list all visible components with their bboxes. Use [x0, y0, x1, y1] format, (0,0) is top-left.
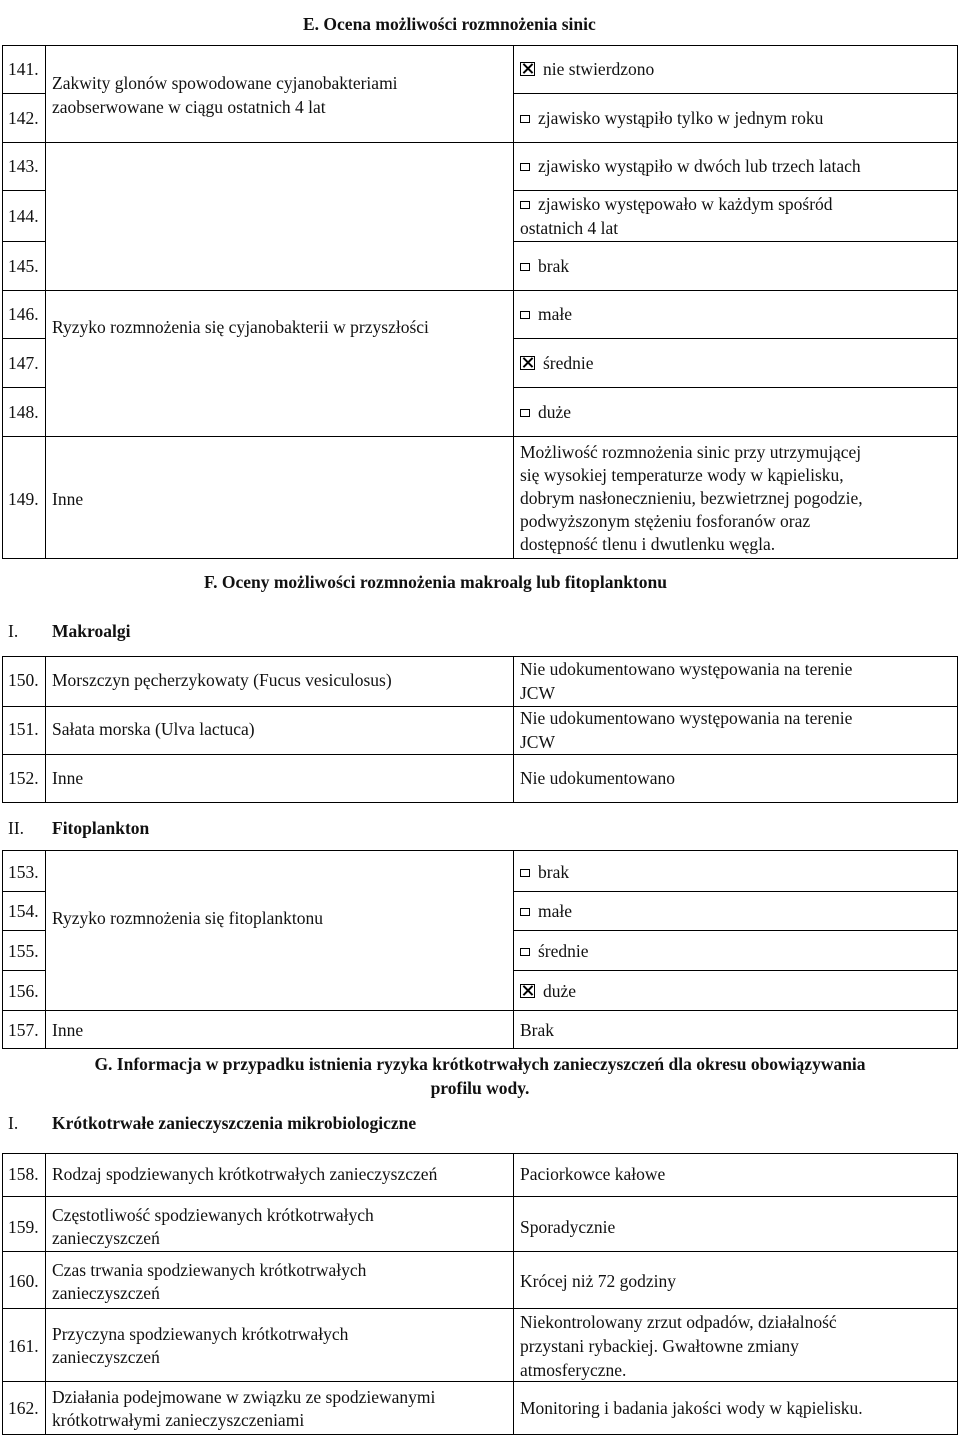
option-label: małe	[538, 304, 573, 324]
rule	[513, 1153, 514, 1434]
subsection-number: I.	[8, 621, 19, 641]
option-label: brak	[538, 862, 570, 882]
pollution-label: Przyczyna spodziewanych krótkotrwałych	[52, 1324, 349, 1344]
pollution-label: Czas trwania spodziewanych krótkotrwałych	[52, 1260, 367, 1280]
option-label: duże	[543, 981, 577, 1001]
pollution-label: Rodzaj spodziewanych krótkotrwałych zanieczyszczeń	[52, 1164, 438, 1184]
row-number: 155.	[8, 941, 39, 961]
species-value: JCW	[520, 732, 555, 752]
option-row	[520, 57, 654, 81]
row-number: 160.	[8, 1271, 39, 1291]
rule	[2, 1153, 3, 1434]
checked-box-icon[interactable]	[520, 356, 535, 370]
rule	[2, 142, 958, 143]
row-number: 146.	[8, 304, 39, 324]
description-line: się wysokiej temperaturze wody w kąpielisku,	[520, 465, 844, 485]
rule	[957, 850, 958, 1048]
option-row	[520, 302, 572, 326]
species-value: JCW	[520, 683, 555, 703]
row-number: 141.	[8, 59, 39, 79]
row-number: 142.	[8, 108, 39, 128]
rule	[45, 45, 46, 558]
option-row	[520, 400, 571, 424]
pollution-value: Sporadycznie	[520, 1217, 616, 1237]
rule	[513, 45, 514, 558]
species-value: Nie udokumentowano występowania na terenie	[520, 708, 853, 728]
option-row	[520, 254, 569, 278]
subsection-number: II.	[8, 818, 25, 838]
rule	[2, 338, 45, 339]
subsection-title: Krótkotrwałe zanieczyszczenia mikrobiologiczne	[52, 1113, 417, 1133]
rule	[2, 190, 45, 191]
species-label: Morszczyn pęcherzykowaty (Fucus vesiculosus)	[52, 670, 392, 690]
row-number: 153.	[8, 862, 39, 882]
subsection-title: Fitoplankton	[52, 818, 150, 838]
pollution-label-cont: krótkotrwałymi zanieczyszczeniami	[52, 1410, 305, 1430]
option-label: nie stwierdzono	[543, 59, 655, 79]
option-label: zjawisko występowało w każdym spośród	[538, 194, 833, 214]
pollution-label-cont: zanieczyszczeń	[52, 1228, 160, 1248]
description-line: Możliwość rozmnożenia sinic przy utrzymującej	[520, 442, 862, 462]
row-number: 152.	[8, 768, 39, 788]
option-row	[520, 979, 576, 1003]
description-line: podwyższonym stężeniu fosforanów oraz	[520, 511, 811, 531]
checkbox-icon[interactable]	[520, 869, 530, 877]
pollution-label-cont: zanieczyszczeń	[52, 1347, 160, 1367]
row-number: 143.	[8, 156, 39, 176]
rule	[957, 45, 958, 558]
rule	[2, 241, 45, 242]
option-row	[520, 192, 833, 216]
row-number: 158.	[8, 1164, 39, 1184]
rule	[2, 1048, 958, 1049]
blooms-label: zaobserwowane w ciągu ostatnich 4 lat	[52, 97, 326, 117]
option-label: zjawisko wystąpiło tylko w jednym roku	[538, 108, 824, 128]
section-g-title: G. Informacja w przypadku istnienia ryzyka krótkotrwałych zanieczyszczeń dla okresu obowiązywania	[94, 1054, 866, 1074]
rule	[957, 656, 958, 802]
row-number: 147.	[8, 353, 39, 373]
description-line: dostępność tlenu i dwutlenku węgla.	[520, 534, 776, 554]
rule	[2, 656, 3, 802]
other-label: Inne	[52, 768, 84, 788]
pollution-label: Częstotliwość spodziewanych krótkotrwałych	[52, 1205, 374, 1225]
rule	[2, 93, 45, 94]
option-row	[520, 106, 823, 130]
phyto-risk-label: Ryzyko rozmnożenia się fitoplanktonu	[52, 908, 323, 928]
rule	[2, 850, 958, 851]
checkbox-icon[interactable]	[520, 908, 530, 916]
option-row	[520, 351, 594, 375]
row-number: 148.	[8, 402, 39, 422]
row-number: 157.	[8, 1020, 39, 1040]
other-value: Brak	[520, 1020, 555, 1040]
pollution-value: Paciorkowce kałowe	[520, 1164, 666, 1184]
species-value: Nie udokumentowano występowania na terenie	[520, 659, 853, 679]
option-row	[520, 899, 572, 923]
pollution-label: Działania podejmowane w związku ze spodziewanymi	[52, 1387, 436, 1407]
row-number: 151.	[8, 719, 39, 739]
pollution-label-cont: zanieczyszczeń	[52, 1283, 160, 1303]
other-label: Inne	[52, 1020, 84, 1040]
checkbox-icon[interactable]	[520, 311, 530, 319]
row-number: 149.	[8, 489, 39, 509]
rule	[513, 387, 958, 388]
row-number: 159.	[8, 1217, 39, 1237]
rule	[513, 970, 958, 971]
rule	[513, 338, 958, 339]
rule	[2, 290, 958, 291]
row-number: 145.	[8, 256, 39, 276]
checkbox-icon[interactable]	[520, 948, 530, 956]
option-row	[520, 860, 569, 884]
rule	[2, 1251, 958, 1252]
pollution-value: Monitoring i badania jakości wody w kąpielisku.	[520, 1398, 863, 1418]
rule	[2, 1381, 958, 1382]
species-label: Sałata morska (Ulva lactuca)	[52, 719, 255, 739]
checkbox-icon[interactable]	[520, 263, 530, 271]
row-number: 154.	[8, 901, 39, 921]
rule	[2, 558, 958, 559]
section-e-title: E. Ocena możliwości rozmnożenia sinic	[303, 14, 596, 34]
section-g-title-cont: profilu wody.	[430, 1078, 530, 1098]
rule	[513, 93, 958, 94]
rule	[2, 930, 45, 931]
other-label: Inne	[52, 489, 84, 509]
rule	[2, 45, 958, 46]
rule	[513, 241, 958, 242]
rule	[2, 891, 45, 892]
rule	[45, 1153, 46, 1434]
rule	[2, 850, 3, 1048]
risk-label: Ryzyko rozmnożenia się cyjanobakterii w przyszłości	[52, 317, 429, 337]
option-row	[520, 939, 589, 963]
rule	[2, 1308, 958, 1309]
rule	[2, 802, 958, 803]
pollution-value: Krócej niż 72 godziny	[520, 1271, 676, 1291]
subsection-number: I.	[8, 1113, 19, 1133]
option-row	[520, 154, 861, 178]
option-label: małe	[538, 901, 573, 921]
blooms-label: Zakwity glonów spowodowane cyjanobakteriami	[52, 73, 398, 93]
row-number: 156.	[8, 981, 39, 1001]
rule	[2, 1153, 958, 1154]
rule	[45, 850, 46, 1048]
section-f-title: F. Oceny możliwości rozmnożenia makroalg lub fitoplanktonu	[204, 572, 667, 592]
checkbox-icon[interactable]	[520, 201, 530, 209]
checked-box-icon[interactable]	[520, 984, 535, 998]
rule	[513, 891, 958, 892]
option-label: średnie	[543, 353, 594, 373]
description-line: dobrym nasłonecznieniu, bezwietrznej pogodzie,	[520, 488, 863, 508]
rule	[2, 45, 3, 558]
option-label-cont: ostatnich 4 lat	[520, 218, 619, 238]
option-label: zjawisko wystąpiło w dwóch lub trzech latach	[538, 156, 861, 176]
pollution-value: Niekontrolowany zrzut odpadów, działalność	[520, 1312, 837, 1332]
rule	[2, 1010, 958, 1011]
subsection-title: Makroalgi	[52, 621, 131, 641]
rule	[513, 656, 514, 802]
pollution-value-cont: przystani rybackiej. Gwałtowne zmiany	[520, 1336, 799, 1356]
rule	[513, 190, 958, 191]
row-number: 162.	[8, 1398, 39, 1418]
row-number: 150.	[8, 670, 39, 690]
option-label: duże	[538, 402, 572, 422]
checked-box-icon[interactable]	[520, 62, 535, 76]
checkbox-icon[interactable]	[520, 163, 530, 171]
rule	[2, 387, 45, 388]
option-label: średnie	[538, 941, 589, 961]
row-number: 144.	[8, 206, 39, 226]
rule	[2, 1196, 958, 1197]
rule	[2, 436, 958, 437]
row-number: 161.	[8, 1336, 39, 1356]
rule	[45, 656, 46, 802]
rule	[2, 754, 958, 755]
checkbox-icon[interactable]	[520, 409, 530, 417]
rule	[513, 850, 514, 1048]
rule	[513, 930, 958, 931]
pollution-value-cont: atmosferyczne.	[520, 1360, 627, 1380]
rule	[2, 1434, 958, 1435]
option-label: brak	[538, 256, 570, 276]
rule	[957, 1153, 958, 1434]
checkbox-icon[interactable]	[520, 115, 530, 123]
rule	[2, 970, 45, 971]
other-value: Nie udokumentowano	[520, 768, 676, 788]
